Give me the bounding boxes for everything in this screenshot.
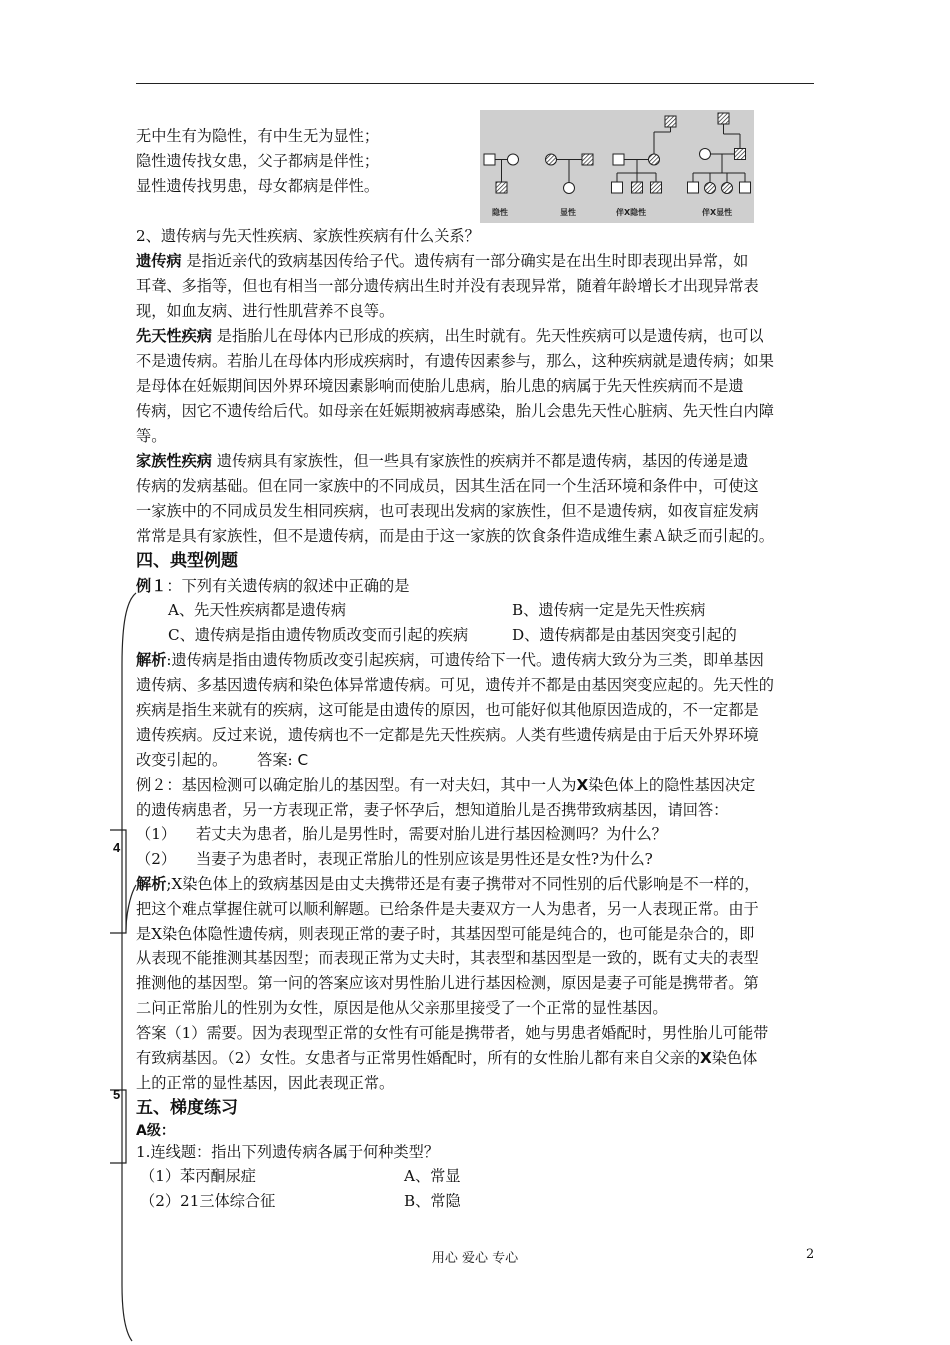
example-1-text: ：下列有关遗传病的叙述中正确的是: [166, 577, 410, 595]
pedigree-diagram: [480, 110, 754, 223]
ex2-analysis-line-3: 是X染色体隐性遗传病，则表现正常的妻子时，其基因型可能是纯合的，也可能是杂合的，即: [136, 925, 755, 943]
section-4-heading: 四、典型例题: [136, 551, 238, 571]
option-c: C、遗传病是指由遗传物质改变而引起的疾病: [168, 626, 469, 644]
header-rule: [136, 83, 814, 84]
rhyme-line-3: 显性遗传找男患，母女都病是伴性。: [136, 177, 379, 195]
term-familial: 家族性疾病: [136, 452, 212, 470]
ex1-analysis-text-1: :遗传病是指由遗传物质改变引起疾病，可遗传给下一代。遗传病大致分为三类，即单基因: [166, 651, 764, 669]
ex2-answer-text-2: 有致病基因。（2）女性。女患者与正常男性婚配时，所有的女性胎儿都有来自父亲的: [136, 1049, 701, 1067]
ex2-s2-number: （2）: [136, 850, 177, 868]
genetic-text-1: 是指近亲代的致病基因传给子代。遗传病有一部分确实是在出生时即表现出异常，如: [181, 252, 749, 270]
congenital-text-1: 是指胎儿在母体内已形成的疾病，出生时就有。先天性疾病可以是遗传病，也可以: [211, 327, 764, 345]
ex2-x-2: X: [700, 1049, 712, 1067]
familial-text-1: 遗传病具有家族性，但一些具有家族性的疾病并不都是遗传病，基因的传递是遗: [211, 452, 749, 470]
ex2-q-text-1: 例２：基因检测可以确定胎儿的基因型。有一对夫妇，其中一人为: [136, 776, 577, 794]
congenital-line-5: 等。: [136, 427, 167, 445]
practice-1-item-2-left: （2）21三体综合征: [140, 1192, 276, 1210]
practice-1-item-2-right: B、常隐: [404, 1192, 461, 1210]
page-footer: 用心 爱心 专心: [431, 1251, 519, 1266]
genetic-line-3: 现，如血友病、进行性肌营养不良等。: [136, 302, 395, 320]
ex2-analysis-text-1: ;X染色体上的致病基因是由丈夫携带还是有妻子携带对不同性别的后代影响是不一样的，: [166, 875, 760, 893]
practice-1-item-1-left: （1）苯丙酮尿症: [140, 1167, 256, 1185]
familial-line-3: 一家族中的不同成员发生相同疾病，也可表现出发病的家族性，但不是遗传病，如夜盲症发病: [136, 502, 759, 520]
pedigree-label-recessive: 隐性: [492, 208, 508, 217]
term-genetic: 遗传病: [136, 252, 182, 270]
option-d: D、遗传病都是由基因突变引起的: [512, 626, 737, 644]
ex1-analysis-line-4: 遗传疾病。反过来说，遗传病也不一定都是先天性疾病。人类有些遗传病是由于后天外界环境: [136, 726, 759, 744]
congenital-line-2: 不是遗传病。若胎儿在母体内形成疾病时，有遗传因素参与，那么，这种疾病就是遗传病；如果: [136, 352, 774, 370]
ex1-answer: C: [297, 751, 309, 769]
congenital-line-3: 是母体在妊娠期间因外界环境因素影响而使胎儿患病，胎儿患的病属于先天性疾病而不是遗: [136, 377, 744, 395]
ex2-analysis-line-1: [136, 872, 759, 896]
ex2-subquestion-2: [136, 847, 653, 871]
option-b: B、遗传病一定是先天性疾病: [512, 601, 706, 619]
example-2-line-1: [136, 773, 755, 797]
ex2-x-1: X: [576, 776, 589, 794]
level-a-label: A级：: [136, 1123, 175, 1139]
ex1-analysis-text-5: 改变引起的。: [136, 751, 228, 769]
familial-line-4: 常常是具有家族性，但不是遗传病，而是由于这一家族的饮食条件造成维生素Ａ缺乏而引起的。: [136, 527, 774, 545]
ex2-analysis-line-4: 从表现不能推测其基因型；而表现正常为丈夫时，其表型和基因型是一致的，既有丈夫的表型: [136, 949, 759, 967]
example-1-question: [136, 574, 409, 598]
term-congenital: 先天性疾病: [136, 327, 212, 345]
ex1-analysis-line-5: [136, 748, 308, 772]
genetic-line-1: [136, 249, 748, 273]
ex1-analysis-line-1: [136, 648, 764, 672]
familial-line-2: 传病的发病基础。但在同一家族中的不同成员，因其生活在同一个生活环境和条件中，可使这: [136, 477, 759, 495]
rhyme-line-2: 隐性遗传找女患，父子都病是伴性；: [136, 152, 379, 170]
ex2-answer-line-2: [136, 1046, 757, 1070]
ex2-answer-text-2b: 染色体: [711, 1049, 758, 1067]
ex1-analysis-line-3: 疾病是指生来就有的疾病，这可能是由遗传的原因，也可能好似其他原因造成的，不一定都是: [136, 701, 759, 719]
pedigree-label-dominant: 显性: [560, 208, 576, 217]
ex1-analysis-line-2: 遗传病、多基因遗传病和染色体异常遗传病。可见，遗传并不都是由基因突变应起的。先天性的: [136, 676, 774, 694]
margin-number-4: 4: [113, 840, 121, 855]
example-1-label: 例１: [136, 577, 167, 595]
margin-number-5: 5: [113, 1087, 121, 1102]
ex2-answer-line-1: 答案（1）需要。因为表现型正常的女性有可能是携带者，她与男患者婚配时，男性胎儿可能带: [136, 1024, 769, 1042]
page-number: 2: [806, 1247, 815, 1262]
ex2-subquestion-1: [136, 822, 667, 846]
ex2-answer-line-3: 上的正常的显性基因，因此表现正常。: [136, 1074, 395, 1092]
ex2-analysis-line-6: 二问正常胎儿的性别为女性，原因是他从父亲那里接受了一个正常的显性基因。: [136, 999, 668, 1017]
ex2-s2-text: 当妻子为患者时，表现正常胎儿的性别应该是男性还是女性?为什么?: [196, 850, 653, 868]
option-a: A、先天性疾病都是遗传病: [168, 601, 347, 619]
congenital-line-1: [136, 324, 764, 348]
practice-1-question: 1.连线题：指出下列遗传病各属于何种类型？: [136, 1143, 440, 1161]
ex1-answer-label: 答案:: [257, 751, 293, 769]
practice-1-item-1-right: A、常显: [404, 1167, 461, 1185]
ex2-analysis-line-2: 把这个难点掌握住就可以顺利解题。已给条件是夫妻双方一人为患者，另一人表现正常。由于: [136, 900, 759, 918]
question-2: 2、遗传病与先天性疾病、家族性疾病有什么关系？: [136, 227, 480, 245]
ex2-s1-number: （1）: [136, 825, 177, 843]
pedigree-label-x-recessive: 伴X隐性: [616, 208, 647, 217]
rhyme-line-1: 无中生有为隐性，有中生无为显性；: [136, 127, 379, 145]
section-5-heading: 五、梯度练习: [136, 1098, 238, 1118]
ex2-analysis-line-5: 推测他的基因型。第一问的答案应该对男性胎儿进行基因检测，原因是妻子可能是携带者。第: [136, 974, 759, 992]
congenital-line-4: 传病，因它不遗传给后代。如母亲在妊娠期被病毒感染，胎儿会患先天性心脏病、先天性白内障: [136, 402, 774, 420]
pedigree-label-x-dominant: 伴X显性: [702, 208, 733, 217]
ex2-analysis-label: 解析: [136, 875, 167, 893]
ex2-s1-text: 若丈夫为患者，胎儿是男性时，需要对胎儿进行基因检测吗？为什么？: [196, 825, 667, 843]
example-2-line-2: 的遗传病患者，另一方表现正常，妻子怀孕后，想知道胎儿是否携带致病基因，请回答：: [136, 801, 729, 819]
margin-brackets: [100, 585, 140, 1345]
ex2-q-text-1b: 染色体上的隐性基因决定: [588, 776, 756, 794]
genetic-line-2: 耳聋、多指等，但也有相当一部分遗传病出生时并没有表现异常，随着年龄增长才出现异常表: [136, 277, 759, 295]
ex1-analysis-label: 解析: [136, 651, 167, 669]
familial-line-1: [136, 449, 748, 473]
